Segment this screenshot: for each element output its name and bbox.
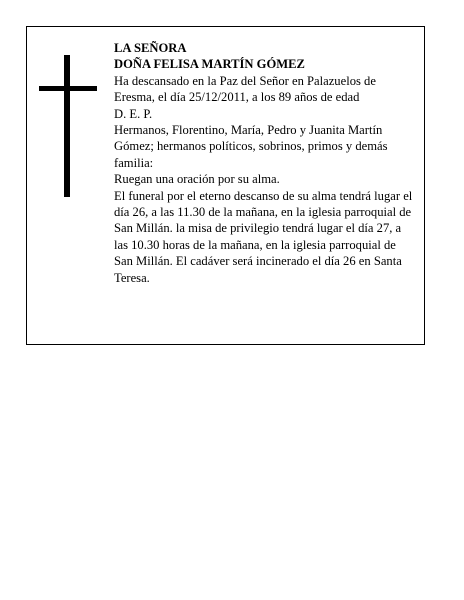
cross-horizontal-bar [39,86,97,91]
cross-icon [39,55,97,197]
obituary-notice [26,26,425,345]
death-statement: Ha descansado en la Paz del Señor en Palazuelos de Eresma, el día 25/12/2011, a los 89 años de edad [114,73,376,105]
deceased-name: DOÑA FELISA MARTÍN GÓMEZ [114,57,305,72]
obituary-text [114,40,414,286]
cross-vertical-bar [64,55,70,197]
family-line: Hermanos, Florentino, María, Pedro y Juanita Martín Gómez; hermanos políticos, sobrinos, primos y demás familia: [114,123,388,170]
prayer-request: Ruegan una oración por su alma. [114,172,280,187]
rip-line: D. E. P. [114,106,153,121]
funeral-details: El funeral por el eterno descanso de su alma tendrá lugar el día 26, a las 11.30 de la mañana, en la iglesia parroquial de San Millán. la misa de privilegio tendrá lugar el día 27, a las 10.30 horas de la mañana, en la iglesia parroquial de San Millán. El cadáver será incinerado el día 26 en Santa Teresa. [114,188,413,285]
title-line-1: LA SEÑORA [114,41,187,55]
